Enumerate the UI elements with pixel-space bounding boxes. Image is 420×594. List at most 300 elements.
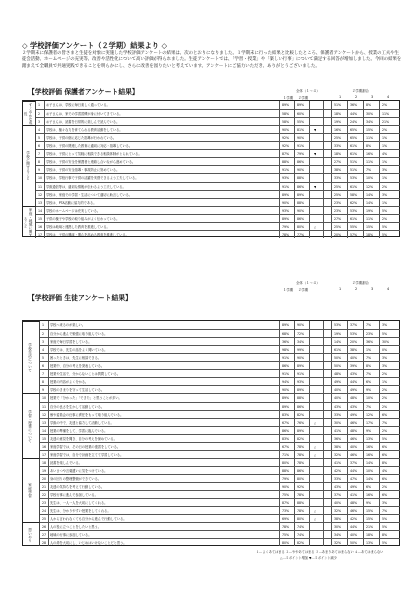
row-term2-value: 74%	[297, 533, 305, 538]
table-row	[36, 230, 400, 238]
row-scale-2-value: 39%	[350, 364, 358, 369]
row-term2-value: 91%	[297, 372, 305, 377]
row-scale-4-value: 2%	[382, 396, 388, 401]
row-scale-3-value: 11%	[366, 160, 374, 165]
row-scale-1-value: 43%	[334, 485, 342, 489]
table-row	[40, 321, 400, 329]
row-term1-value: 89%	[282, 216, 290, 221]
row-scale-1-value: 27%	[334, 160, 342, 165]
row-scale-1-value: 33%	[334, 412, 342, 417]
row-scale-2-value: 62%	[350, 200, 358, 205]
row-scale-3-value: 7%	[366, 168, 372, 173]
intro-text: ２学期末に保護者の皆さまと生徒を対象に実施した学校評価アンケートの結果は、次のとおりになりました。１学期末に行った結果と比較したところ、保護者アンケートから、授業の工夫や生徒会活動、ホームページの充実等、改善や活性化について高い評価が得られました。生徒アンケートでは、「学習・授業」や「楽しい行事」について満足する回答が増加しました。今回の結果を踏まえて全職員で共通実践できることを明らかにし、さらに改善を図りたいと考えています。アンケートにご協力いただき、ありがとうございました。	[22, 51, 402, 69]
row-number: 5	[42, 356, 45, 361]
table-row	[40, 442, 400, 450]
row-number: 17	[38, 232, 43, 237]
row-scale-4-value: 2%	[382, 404, 388, 409]
row-scale-3-value: 19%	[366, 208, 374, 213]
row-term1-value: 86%	[282, 364, 290, 369]
row-change-mark: △	[314, 452, 317, 457]
guardian-table	[22, 100, 400, 237]
student-table	[22, 320, 400, 546]
row-scale-3-value: 10%	[366, 396, 374, 401]
row-question: 学校のホームページは充実している。	[46, 208, 101, 213]
table-row	[40, 385, 400, 393]
row-term2-value: 92%	[297, 485, 305, 489]
table-row	[36, 222, 400, 230]
row-number: 2	[38, 112, 41, 117]
row-number: 12	[42, 412, 47, 417]
table-row	[36, 190, 400, 198]
row-scale-4-value: 5%	[382, 332, 388, 337]
row-term1-value: 75%	[282, 493, 290, 498]
row-scale-1-value: 37%	[334, 493, 342, 498]
row-scale-1-value: 40%	[334, 388, 342, 393]
row-scale-4-value: 4%	[382, 468, 388, 473]
table-row	[40, 450, 400, 458]
row-number: 17	[42, 452, 47, 457]
row-scale-1-value: 32%	[334, 452, 342, 457]
row-scale-1-value: 34%	[334, 533, 342, 538]
row-scale-3-value: 7%	[366, 323, 372, 327]
row-question: お子さんは、学校に毎日楽しく通っている。	[46, 103, 110, 107]
row-term2-value: 78%	[297, 460, 305, 465]
table-row	[36, 141, 400, 149]
row-number: 13	[42, 420, 47, 425]
row-number: 26	[42, 525, 47, 530]
table-row	[40, 538, 400, 546]
row-term2-value: 86%	[297, 184, 305, 189]
row-scale-2-value: 50%	[350, 541, 358, 546]
table-row	[40, 329, 400, 337]
row-term1-value: 73%	[282, 509, 290, 514]
table-row	[36, 101, 400, 109]
row-scale-2-value: 65%	[350, 128, 358, 133]
row-scale-3-value: 36%	[366, 340, 374, 345]
row-scale-2-value: 51%	[350, 168, 358, 173]
row-number: 14	[42, 428, 47, 433]
row-scale-2-value: 48%	[350, 501, 358, 506]
row-number: 3	[38, 120, 41, 125]
row-scale-3-value: 7%	[366, 372, 372, 377]
row-term2-value: 91%	[297, 144, 305, 149]
row-term2-value: 93%	[297, 380, 305, 385]
row-scale-3-value: 34%	[366, 120, 374, 125]
row-scale-1-value: 33%	[334, 176, 342, 181]
table-row	[40, 377, 400, 385]
row-question: 学校へ来るのが楽しい。	[50, 323, 86, 327]
row-term2-value: 86%	[297, 216, 305, 221]
student-scale-3: 3	[371, 287, 374, 291]
row-question: 人の役に立つことをしたいと思う。	[50, 525, 101, 530]
student-category: 学習・授業について	[23, 393, 40, 457]
row-scale-2-value: 49%	[350, 388, 358, 393]
row-scale-3-value: 1%	[366, 348, 372, 353]
row-term1-value: 90%	[282, 485, 290, 489]
row-scale-3-value: 17%	[366, 420, 374, 425]
row-scale-4-value: 6%	[382, 493, 388, 498]
row-scale-1-value: 18%	[334, 112, 342, 117]
row-term2-value: 80%	[297, 476, 305, 481]
row-term1-value: 92%	[282, 144, 290, 149]
row-scale-1-value: 25%	[334, 136, 342, 141]
row-scale-4-value: 8%	[382, 533, 388, 538]
row-question: 学校では、先生の話をよく聞いている。	[50, 348, 108, 353]
row-scale-2-value: 42%	[350, 517, 358, 522]
row-scale-4-value: 5%	[382, 517, 388, 522]
row-scale-4-value: 1%	[382, 200, 388, 205]
row-number: 19	[42, 468, 47, 473]
row-scale-4-value: 3%	[382, 356, 388, 361]
table-row	[40, 466, 400, 474]
row-term1-value: 88%	[282, 468, 290, 473]
row-term1-value: 94%	[282, 380, 290, 385]
student-scale-2: 2	[355, 287, 358, 291]
row-term1-value: 91%	[282, 184, 290, 189]
row-term2-value: 90%	[297, 323, 305, 327]
row-change-mark: ▼	[314, 128, 317, 133]
row-scale-3-value: 23%	[366, 332, 374, 337]
row-scale-1-value: 48%	[334, 372, 342, 377]
student-header-all: 全体（１～４）	[296, 281, 320, 285]
row-scale-4-value: 2%	[382, 184, 388, 189]
row-scale-2-value: 40%	[350, 444, 358, 449]
row-number: 7	[42, 372, 45, 377]
row-scale-1-value: 41%	[334, 460, 342, 465]
row-scale-2-value: 65%	[350, 136, 358, 141]
row-scale-1-value: 18%	[334, 152, 342, 157]
row-term2-value: 89%	[297, 103, 305, 107]
row-scale-2-value: 36%	[350, 103, 358, 107]
table-row	[40, 482, 400, 490]
row-number: 22	[42, 493, 47, 498]
student-header-detail: ２学期割合	[352, 281, 369, 285]
row-scale-2-value: 53%	[350, 332, 358, 337]
row-question: お子さんは、家での学習習慣が身に付いてきている。	[46, 112, 123, 117]
row-question: 家庭学習では、自分で計画を立てて学習している。	[50, 452, 124, 457]
row-number: 16	[38, 224, 43, 229]
row-scale-1-value: 38%	[334, 517, 342, 522]
row-scale-1-value: 50%	[334, 356, 342, 361]
row-scale-2-value: 44%	[350, 380, 358, 385]
row-question: 自分から進んで勉強に取り組んでいる。	[50, 332, 108, 337]
row-scale-4-value: 6%	[382, 412, 388, 417]
row-scale-3-value: 18%	[366, 533, 374, 538]
student-category: 思いやり	[23, 522, 40, 546]
row-scale-3-value: 9%	[366, 388, 372, 393]
row-scale-3-value: 7%	[366, 356, 372, 361]
row-scale-2-value: 44%	[350, 468, 358, 473]
row-scale-1-value: 51%	[334, 103, 342, 107]
row-term1-value: 83%	[282, 412, 290, 417]
row-term2-value: 86%	[297, 160, 305, 165]
row-question: 授業の内容がよく分かる。	[50, 380, 89, 385]
row-scale-2-value: 51%	[350, 160, 358, 165]
row-scale-2-value: 49%	[350, 485, 358, 489]
row-question: 先生は、分かりやすい授業をしてくれる。	[50, 509, 111, 514]
row-scale-1-value: 38%	[334, 444, 342, 449]
row-scale-2-value: 55%	[350, 224, 358, 229]
row-question: 学校は、子供の安全指導・事故防止に努めている。	[46, 168, 120, 173]
row-scale-3-value: 13%	[366, 541, 374, 546]
row-scale-3-value: 10%	[366, 176, 374, 181]
row-number: 27	[42, 533, 47, 538]
row-term1-value: 91%	[282, 356, 290, 361]
row-scale-2-value: 46%	[350, 452, 358, 457]
row-number: 1	[38, 103, 41, 107]
row-scale-3-value: 16%	[366, 444, 374, 449]
row-change-mark: △	[314, 420, 317, 425]
row-question: 学校は、子供の興味・関心を高める教育を推進している。	[46, 232, 129, 237]
row-term2-value: 90%	[297, 208, 305, 213]
row-number: 15	[38, 216, 43, 221]
row-scale-3-value: 8%	[366, 144, 372, 149]
table-row	[40, 434, 400, 442]
student-header-term1: １学期	[283, 288, 294, 292]
guardian-header-term2: ２学期	[298, 96, 309, 100]
row-scale-3-value: 15%	[366, 517, 374, 522]
row-scale-2-value: 47%	[350, 476, 358, 481]
student-category: 学校生活について	[23, 321, 40, 393]
table-row	[36, 125, 400, 133]
row-question: 学校行事に進んで参加している。	[50, 493, 98, 498]
row-scale-4-value: 1%	[382, 176, 388, 181]
row-scale-4-value: 4%	[382, 152, 388, 157]
row-term2-value: 77%	[297, 232, 305, 237]
row-term2-value: 89%	[297, 388, 305, 393]
row-question: 人の命を大切にし、いじめはいけないことだと思う。	[50, 541, 127, 546]
table-row	[40, 506, 400, 514]
table-row	[36, 157, 400, 165]
guardian-category: すこやかな成長	[23, 101, 36, 125]
table-row	[36, 173, 400, 181]
row-term2-value: 86%	[297, 468, 305, 473]
table-row	[36, 214, 400, 222]
row-scale-1-value: 33%	[334, 476, 342, 481]
guardian-scale-1: 1	[339, 95, 342, 99]
guardian-header-term1: １学期	[283, 96, 294, 100]
guardian-section-title: 【学校評価 保護者アンケート結果】	[28, 88, 139, 96]
row-question: 学校は地域と連携した教育を推進している。	[46, 224, 110, 229]
row-term1-value: 78%	[282, 525, 290, 530]
row-scale-4-value: 3%	[382, 192, 388, 197]
row-number: 11	[38, 184, 43, 189]
row-scale-1-value: 14%	[334, 340, 342, 345]
row-scale-4-value: 7%	[382, 509, 388, 514]
row-scale-4-value: 2%	[382, 128, 388, 133]
row-term1-value: 80%	[282, 460, 290, 465]
column-divider	[279, 321, 280, 546]
row-term2-value: 76%	[297, 420, 305, 425]
row-scale-4-value: 0%	[382, 348, 388, 353]
table-row	[36, 109, 400, 117]
row-scale-3-value: 9%	[366, 501, 372, 506]
student-section-title: 【学校評価 生徒アンケート結果】	[28, 294, 132, 302]
row-scale-1-value: 43%	[334, 404, 342, 409]
table-row	[40, 474, 400, 482]
row-scale-3-value: 8%	[366, 364, 372, 369]
row-change-mark: ▼	[314, 184, 317, 189]
row-change-mark: △	[314, 509, 317, 514]
row-question: 友達の気持ちを考えて行動している。	[50, 485, 105, 489]
table-row	[40, 530, 400, 538]
row-term2-value: 89%	[297, 364, 305, 369]
row-term1-value: 83%	[282, 436, 290, 441]
row-term1-value: 79%	[282, 476, 290, 481]
row-scale-3-value: 12%	[366, 184, 374, 189]
row-term1-value: 89%	[282, 323, 290, 327]
guardian-category: 学校に関すること	[23, 125, 36, 206]
row-term1-value: 58%	[282, 120, 290, 125]
row-scale-4-value: 1%	[382, 144, 388, 149]
row-scale-2-value: 53%	[350, 208, 358, 213]
table-row	[40, 522, 400, 530]
row-term2-value: 90%	[297, 356, 305, 361]
row-scale-1-value: 19%	[334, 120, 342, 125]
row-scale-3-value: 16%	[366, 452, 374, 457]
row-scale-3-value: 14%	[366, 476, 374, 481]
row-scale-3-value: 11%	[366, 136, 374, 141]
row-number: 5	[38, 136, 41, 141]
row-term2-value: 55%	[297, 120, 305, 125]
row-scale-4-value: 3%	[382, 168, 388, 173]
row-term1-value: 90%	[282, 388, 290, 393]
row-term2-value: 81%	[297, 128, 305, 133]
row-scale-4-value: 5%	[382, 541, 388, 546]
guardian-header-all: 全体（１～４）	[296, 89, 320, 93]
table-row	[36, 133, 400, 141]
row-scale-1-value: 36%	[334, 436, 342, 441]
row-term1-value: 71%	[282, 452, 290, 457]
guardian-category: 家庭・地域に関すること	[23, 206, 36, 238]
row-scale-3-value: 16%	[366, 493, 374, 498]
row-question: 身の回りの整理整頓ができている。	[50, 476, 101, 481]
row-term1-value: 90%	[282, 128, 290, 133]
row-question: 授業の準備をして、学習に臨んでいる。	[50, 428, 108, 433]
row-scale-2-value: 38%	[350, 348, 358, 353]
row-scale-1-value: 38%	[334, 168, 342, 173]
row-number: 14	[38, 208, 43, 213]
row-scale-4-value: 8%	[382, 460, 388, 465]
row-scale-4-value: 3%	[382, 501, 388, 506]
row-scale-3-value: 21%	[366, 525, 374, 530]
row-term2-value: 82%	[297, 541, 305, 546]
page-title: ◇ 学校評価アンケート（２学期）結果より ◇	[22, 41, 168, 50]
row-scale-3-value: 6%	[366, 485, 372, 489]
row-scale-3-value: 8%	[366, 103, 372, 107]
table-row	[40, 490, 400, 498]
row-scale-1-value: 30%	[334, 420, 342, 425]
row-term1-value: 36%	[282, 340, 290, 345]
row-number: 28	[42, 541, 47, 546]
row-term1-value: 58%	[282, 112, 290, 117]
row-scale-3-value: 9%	[366, 428, 372, 433]
row-term2-value: 99%	[297, 348, 305, 353]
row-scale-3-value: 11%	[366, 216, 374, 221]
guardian-scale-2: 2	[355, 95, 358, 99]
row-question: 読書を楽しんでいる。	[50, 460, 82, 465]
row-number: 11	[42, 404, 47, 409]
row-number: 16	[42, 444, 47, 449]
row-term2-value: 80%	[297, 224, 305, 229]
row-term2-value: 78%	[297, 452, 305, 457]
row-scale-1-value: 25%	[334, 184, 342, 189]
row-question: 授業や生活で、分からないことは質問している。	[50, 372, 121, 377]
legend-mark-note: △…５ポイント増加 ▼…５ポイント減少	[280, 556, 337, 560]
row-scale-1-value: 50%	[334, 364, 342, 369]
row-question: 先生は、一人一人を大切にしてくれる。	[50, 501, 108, 506]
row-scale-4-value: 2%	[382, 388, 388, 393]
row-term1-value: 86%	[282, 428, 290, 433]
row-term1-value: 67%	[282, 444, 290, 449]
row-scale-2-value: 40%	[350, 533, 358, 538]
row-scale-4-value: 1%	[382, 380, 388, 385]
row-scale-1-value: 20%	[334, 232, 342, 237]
guardian-scale-3: 3	[371, 95, 374, 99]
row-scale-2-value: 58%	[350, 192, 358, 197]
row-term2-value: 78%	[297, 444, 305, 449]
row-scale-4-value: 2%	[382, 428, 388, 433]
row-scale-1-value: 16%	[334, 128, 342, 133]
row-question: 授業で「分かった」「できた」と思うことが多い。	[50, 396, 122, 401]
table-row	[40, 514, 400, 522]
table-row	[36, 206, 400, 214]
row-scale-1-value: 19%	[334, 332, 342, 337]
row-term2-value: 88%	[297, 200, 305, 205]
row-scale-2-value: 61%	[350, 184, 358, 189]
row-scale-1-value: 40%	[334, 501, 342, 506]
column-divider	[48, 321, 49, 546]
row-scale-4-value: 21%	[382, 120, 390, 125]
row-term2-value: 88%	[297, 396, 305, 401]
row-number: 8	[38, 160, 41, 165]
row-scale-4-value: 2%	[382, 103, 388, 107]
row-term1-value: 78%	[282, 232, 290, 237]
column-divider	[331, 101, 332, 238]
row-question: 学校は、学校行事で子供の活躍を実感できるよう工夫している。	[46, 176, 139, 181]
column-divider	[379, 101, 380, 238]
row-scale-3-value: 13%	[366, 436, 374, 441]
table-row	[40, 498, 400, 506]
row-scale-4-value: 5%	[382, 436, 388, 441]
legend-scale-note: １…よくあてはまる ２…ややあてはまる ３…あまりあてはまらない ４…あてはまらない	[256, 550, 384, 554]
row-scale-3-value: 14%	[366, 192, 374, 197]
row-scale-4-value: 1%	[382, 136, 388, 141]
table-row	[40, 410, 400, 418]
row-scale-3-value: 14%	[366, 460, 374, 465]
row-term2-value: 78%	[297, 493, 305, 498]
row-scale-2-value: 24%	[350, 120, 358, 125]
row-scale-2-value: 61%	[350, 144, 358, 149]
row-question: 学校は、子供にとって気軽に相談できる相談体制がとられている。	[46, 152, 142, 157]
row-term2-value: 89%	[297, 428, 305, 433]
row-scale-3-value: 6%	[366, 380, 372, 385]
column-divider	[44, 101, 45, 238]
row-term2-value: 34%	[297, 340, 305, 345]
row-question: 友達の意見を聞き、自分の考えを深めている。	[50, 436, 117, 441]
column-divider	[294, 101, 295, 238]
row-scale-2-value: 49%	[350, 412, 358, 417]
row-number: 23	[42, 501, 47, 506]
row-scale-1-value: 41%	[334, 428, 342, 433]
row-scale-2-value: 46%	[350, 509, 358, 514]
row-question: 学校は、子供の安全を保護者と連絡し合いながら進めている。	[46, 160, 136, 165]
row-scale-1-value: 23%	[334, 208, 342, 213]
row-number: 6	[38, 144, 41, 149]
row-scale-3-value: 10%	[366, 468, 374, 473]
row-scale-1-value: 23%	[334, 200, 342, 205]
row-term1-value: 75%	[282, 533, 290, 538]
